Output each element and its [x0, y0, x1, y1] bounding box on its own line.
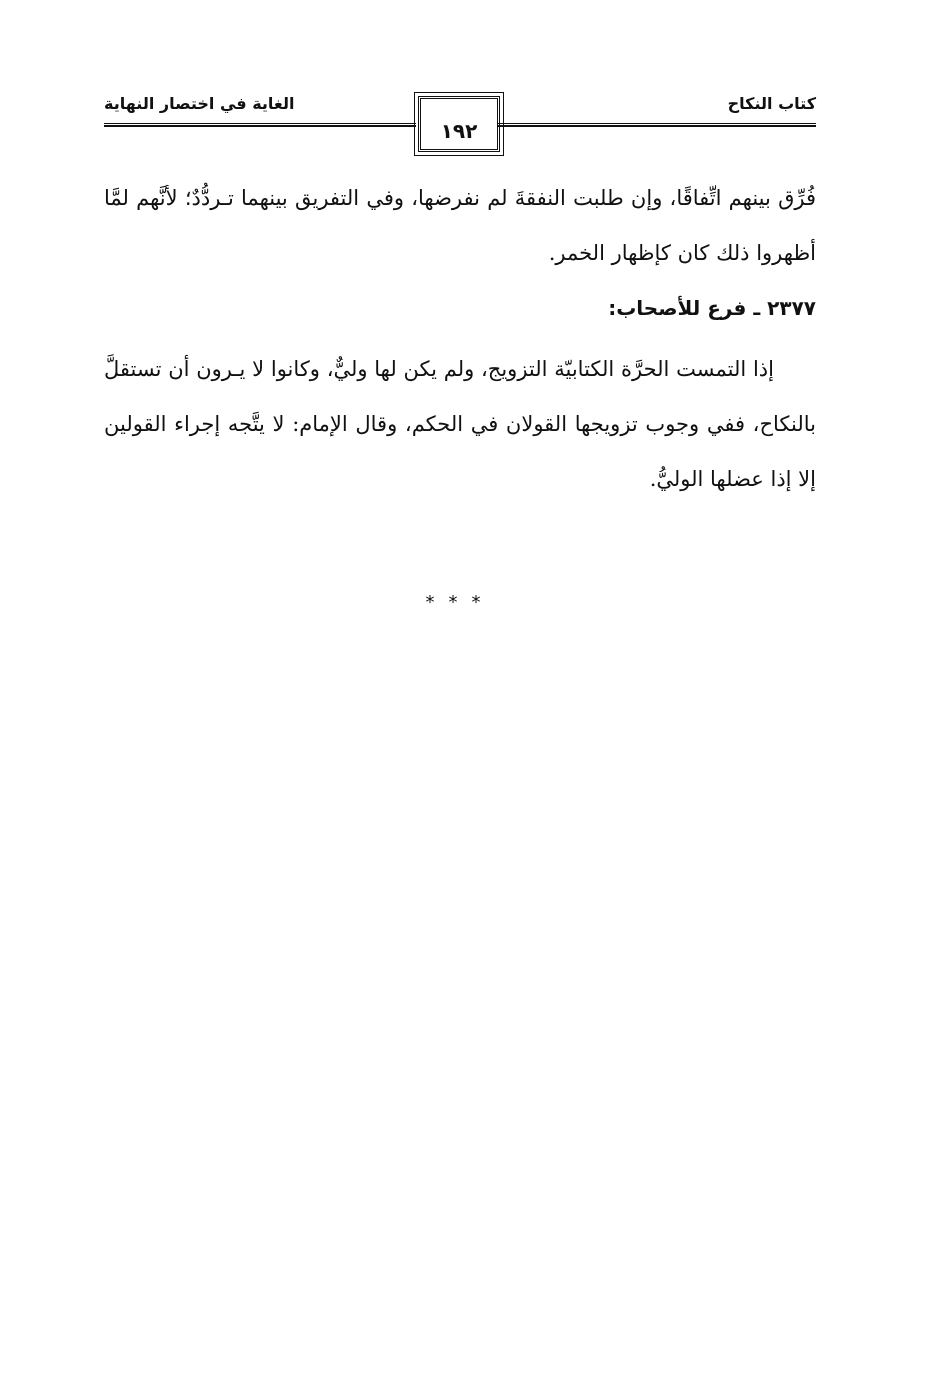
section-heading: ٢٣٧٧ ـ فرع للأصحاب:: [608, 296, 816, 320]
header-rule-right: [498, 123, 816, 127]
paragraph-branch: إذا التمست الحرَّة الكتابيّة التزويج، ولم يكن لها وليٌّ، وكانوا لا يـرون أن تستقلَّ بالنكاح، ففي وجوب تزويجها القولان في الحكم، وقال الإمام: لا يتَّجه إجراء القولين إلا إذا عضلها الوليُّ.: [104, 357, 816, 491]
book-title: الغاية في اختصار النهاية: [104, 94, 295, 113]
header-rule-left: [104, 123, 416, 127]
paragraph-continued: فُرِّق بينهم اتِّفاقًا، وإن طلبت النفقةَ لم نفرضها، وفي التفريق بينهما تـردُّدٌ؛ لأنَّهم لمَّا أظهروا ذلك كان كإظهار الخمر.: [104, 186, 816, 265]
page-number: ١٩٢: [440, 119, 478, 143]
page-number-frame: [418, 96, 500, 152]
page-header: [104, 92, 816, 162]
chapter-title: كتاب النكاح: [727, 94, 816, 113]
section-separator: ***: [425, 592, 495, 613]
